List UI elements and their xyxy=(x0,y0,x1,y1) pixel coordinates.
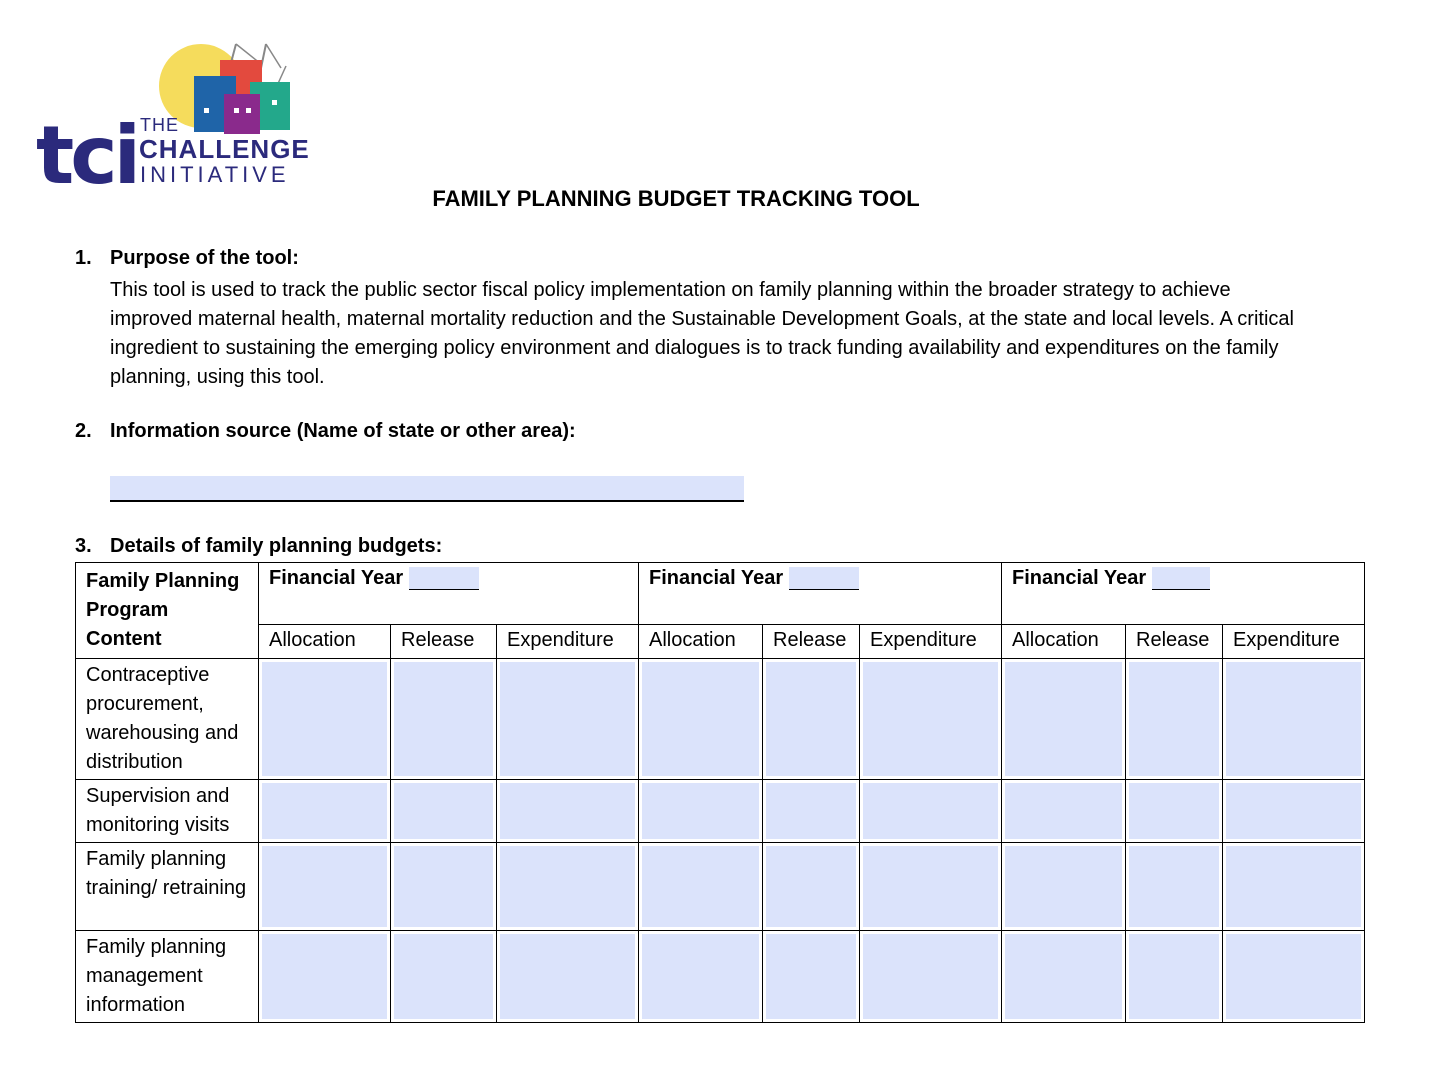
budget-cell[interactable] xyxy=(860,659,1002,780)
information-source-input[interactable] xyxy=(110,476,744,502)
section-heading: Purpose of the tool: xyxy=(110,247,299,269)
col-release: Release xyxy=(391,624,497,658)
col-expenditure: Expenditure xyxy=(497,624,639,658)
table-row xyxy=(76,843,1365,931)
budget-cell[interactable] xyxy=(391,931,497,1023)
table-row xyxy=(76,780,1365,843)
budget-cell[interactable] xyxy=(860,843,1002,931)
budget-cell[interactable] xyxy=(1002,780,1126,843)
budget-cell[interactable] xyxy=(1002,931,1126,1023)
budget-cell[interactable] xyxy=(1223,780,1365,843)
col-expenditure: Expenditure xyxy=(1223,624,1365,658)
budget-cell[interactable] xyxy=(391,659,497,780)
corner-header: Family Planning Program Content xyxy=(76,563,259,659)
budget-cell[interactable] xyxy=(259,931,391,1023)
budget-cell[interactable] xyxy=(763,659,860,780)
logo-initiative: INITIATIVE xyxy=(140,162,290,187)
row-label: Family planning management information xyxy=(76,931,259,1023)
budget-cell[interactable] xyxy=(1223,931,1365,1023)
purpose-text: This tool is used to track the public sector fiscal policy implementation on family planning within the broader strategy to achieve improved maternal health, maternal mortality reduction and the Sustainable Development Goals, at the state and local levels. A critical ingredient to sustaining the emerging policy environment and dialogues is to track funding availability and expenditures on the family planning, using this tool. xyxy=(110,279,1294,388)
budget-cell[interactable] xyxy=(763,931,860,1023)
budget-cell[interactable] xyxy=(391,780,497,843)
financial-year-input-2[interactable] xyxy=(789,567,859,590)
row-label: Family planning training/ retraining xyxy=(76,843,259,931)
budget-cell[interactable] xyxy=(391,843,497,931)
section-heading: Details of family planning budgets: xyxy=(110,535,443,557)
budget-cell[interactable] xyxy=(1002,843,1126,931)
budget-cell[interactable] xyxy=(497,931,639,1023)
budget-cell[interactable] xyxy=(1126,659,1223,780)
budget-cell[interactable] xyxy=(860,931,1002,1023)
page-title: FAMILY PLANNING BUDGET TRACKING TOOL xyxy=(432,186,920,211)
tci-logo xyxy=(36,38,326,202)
logo-the: THE xyxy=(140,115,179,135)
budget-cell[interactable] xyxy=(1126,780,1223,843)
budget-cell[interactable] xyxy=(639,843,763,931)
budget-cell[interactable] xyxy=(639,931,763,1023)
section-purpose: 1. Purpose of the tool: xyxy=(75,247,299,269)
budget-cell[interactable] xyxy=(763,843,860,931)
budget-cell[interactable] xyxy=(497,659,639,780)
budget-cell[interactable] xyxy=(763,780,860,843)
budget-table xyxy=(75,562,1365,1023)
budget-cell[interactable] xyxy=(860,780,1002,843)
col-allocation: Allocation xyxy=(259,624,391,658)
budget-cell[interactable] xyxy=(639,659,763,780)
budget-cell[interactable] xyxy=(259,843,391,931)
budget-cell[interactable] xyxy=(1223,659,1365,780)
section-information-source: 2. Information source (Name of state or other area): xyxy=(75,420,576,442)
section-heading: Information source (Name of state or other area): xyxy=(110,420,576,442)
col-allocation: Allocation xyxy=(1002,624,1126,658)
financial-year-input-1[interactable] xyxy=(409,567,479,590)
section-budget-details: 3. Details of family planning budgets: xyxy=(75,535,443,557)
budget-cell[interactable] xyxy=(1002,659,1126,780)
budget-cell[interactable] xyxy=(259,659,391,780)
col-release: Release xyxy=(1126,624,1223,658)
budget-cell[interactable] xyxy=(1126,931,1223,1023)
logo-challenge: CHALLENGE xyxy=(139,134,310,164)
financial-year-header-2: Financial Year xyxy=(639,563,1002,625)
financial-year-header-1: Financial Year xyxy=(259,563,639,625)
financial-year-input-3[interactable] xyxy=(1152,567,1210,590)
col-allocation: Allocation xyxy=(639,624,763,658)
table-row xyxy=(76,931,1365,1023)
budget-cell[interactable] xyxy=(497,843,639,931)
table-row xyxy=(76,659,1365,780)
budget-cell[interactable] xyxy=(1223,843,1365,931)
row-label: Contraceptive procurement, warehousing and distribution xyxy=(76,659,259,780)
budget-cell[interactable] xyxy=(259,780,391,843)
col-release: Release xyxy=(763,624,860,658)
financial-year-header-3: Financial Year xyxy=(1002,563,1365,625)
col-expenditure: Expenditure xyxy=(860,624,1002,658)
budget-cell[interactable] xyxy=(497,780,639,843)
budget-cell[interactable] xyxy=(1126,843,1223,931)
row-label: Supervision and monitoring visits xyxy=(76,780,259,843)
logo-abbr: tci xyxy=(36,109,138,202)
budget-cell[interactable] xyxy=(639,780,763,843)
